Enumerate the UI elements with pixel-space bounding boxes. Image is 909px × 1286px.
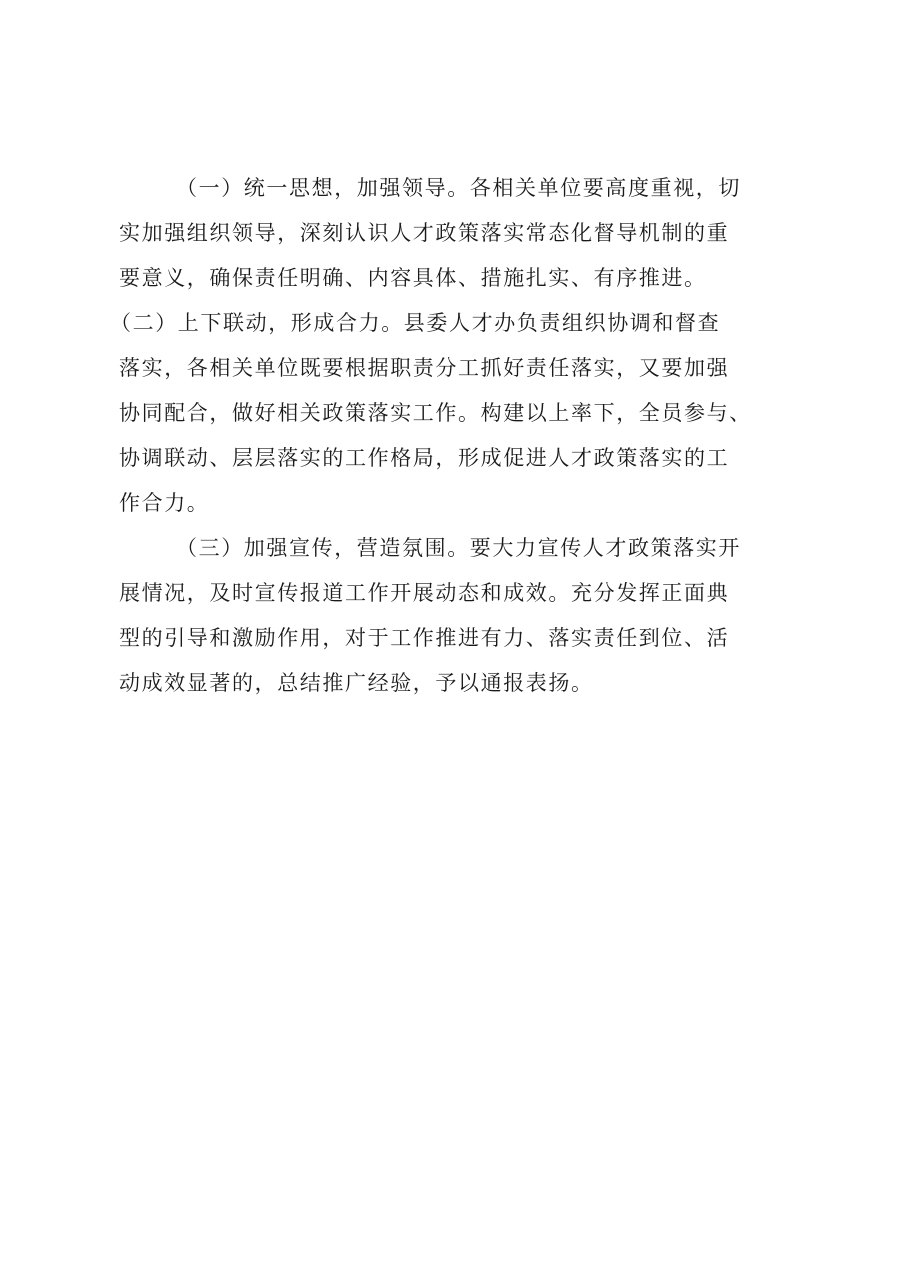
paragraph-line: 协同配合，做好相关政策落实工作。构建以上率下，全员参与、 <box>119 401 752 425</box>
paragraph-line: 协调联动、层层落实的工作格局，形成促进人才政策落实的工 <box>119 446 730 470</box>
paragraph-line: 要意义，确保责任明确、内容具体、措施扎实、有序推进。 <box>119 266 707 290</box>
paragraph-line: 实加强组织领导，深刻认识人才政策落实常态化督导机制的重 <box>119 221 730 245</box>
paragraph-3 <box>119 526 819 706</box>
paragraph-line: 型的引导和激励作用，对于工作推进有力、落实责任到位、活 <box>119 626 730 650</box>
paragraph-1 <box>119 166 819 301</box>
document-body <box>110 166 819 706</box>
paragraph-line: （二）上下联动，形成合力。县委人才办负责组织协调和督查 <box>110 311 721 335</box>
paragraph-line: （一）统一思想，加强领导。各相关单位要高度重视，切 <box>176 176 741 200</box>
paragraph-2 <box>110 301 819 526</box>
paragraph-line: （三）加强宣传，营造氛围。要大力宣传人才政策落实开 <box>176 536 741 560</box>
paragraph-line: 作合力。 <box>119 491 210 515</box>
paragraph-line: 展情况，及时宣传报道工作开展动态和成效。充分发挥正面典 <box>119 581 730 605</box>
paragraph-line: 落实，各相关单位既要根据职责分工抓好责任落实，又要加强 <box>119 356 730 380</box>
paragraph-line: 动成效显著的，总结推广经验，予以通报表扬。 <box>119 671 594 695</box>
